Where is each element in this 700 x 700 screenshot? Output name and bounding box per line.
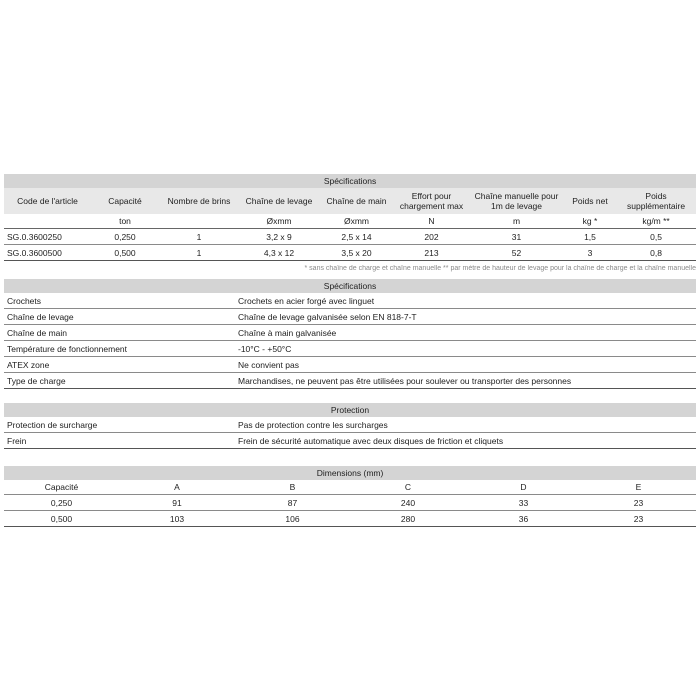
table-cell: 31 xyxy=(469,229,564,245)
col-chaine-levage: Chaîne de levage xyxy=(239,188,319,214)
col-poids-net: Poids net xyxy=(564,188,616,214)
detail-label: Chaîne de levage xyxy=(4,309,235,325)
dim-col-d: D xyxy=(466,480,581,495)
dimensions-table xyxy=(4,466,696,527)
detail-value: -10°C - +50°C xyxy=(235,341,696,357)
specifications-table xyxy=(4,174,696,261)
table-cell: 3 xyxy=(564,245,616,261)
unit-cell: N xyxy=(394,214,469,229)
detail-value: Crochets en acier forgé avec linguet xyxy=(235,293,696,309)
table-row xyxy=(4,341,696,357)
unit-cell xyxy=(4,214,91,229)
unit-cell: m xyxy=(469,214,564,229)
table-cell: 0,8 xyxy=(616,245,696,261)
unit-cell: Øxmm xyxy=(239,214,319,229)
table-cell: 0,250 xyxy=(91,229,159,245)
detail-label: Type de charge xyxy=(4,373,235,389)
col-poids-supplementaire: Poids supplémentaire xyxy=(616,188,696,214)
detail-label: Température de fonctionnement xyxy=(4,341,235,357)
table-cell: 0,5 xyxy=(616,229,696,245)
table-cell: 240 xyxy=(350,495,466,511)
table-cell: 3,5 x 20 xyxy=(319,245,394,261)
table-cell: 23 xyxy=(581,511,696,527)
table-row xyxy=(4,325,696,341)
protection-value: Frein de sécurité automatique avec deux disques de friction et cliquets xyxy=(235,433,696,449)
dim-col-e: E xyxy=(581,480,696,495)
table-cell: 106 xyxy=(235,511,350,527)
table-cell: 1 xyxy=(159,245,239,261)
specification-details-title: Spécifications xyxy=(4,279,696,293)
dim-col-c: C xyxy=(350,480,466,495)
dimensions-header-row xyxy=(4,480,696,495)
detail-value: Marchandises, ne peuvent pas être utilisées pour soulever ou transporter des personnes xyxy=(235,373,696,389)
table-cell: 0,500 xyxy=(4,511,119,527)
detail-label: ATEX zone xyxy=(4,357,235,373)
protection-label: Frein xyxy=(4,433,235,449)
table-cell: 33 xyxy=(466,495,581,511)
protection-table xyxy=(4,403,696,449)
table-cell: 202 xyxy=(394,229,469,245)
table-row xyxy=(4,417,696,433)
unit-cell xyxy=(159,214,239,229)
unit-cell: kg * xyxy=(564,214,616,229)
table-cell: 0,500 xyxy=(91,245,159,261)
protection-title: Protection xyxy=(4,403,696,417)
dim-col-a: A xyxy=(119,480,235,495)
unit-cell: Øxmm xyxy=(319,214,394,229)
detail-value: Ne convient pas xyxy=(235,357,696,373)
table-cell: 3,2 x 9 xyxy=(239,229,319,245)
specifications-title: Spécifications xyxy=(4,174,696,188)
table-cell: 2,5 x 14 xyxy=(319,229,394,245)
table-cell: 36 xyxy=(466,511,581,527)
table-cell: 1 xyxy=(159,229,239,245)
table-row xyxy=(4,357,696,373)
table-cell: 1,5 xyxy=(564,229,616,245)
detail-label: Chaîne de main xyxy=(4,325,235,341)
detail-label: Crochets xyxy=(4,293,235,309)
detail-value: Chaîne à main galvanisée xyxy=(235,325,696,341)
table-cell: 87 xyxy=(235,495,350,511)
col-chaine-main: Chaîne de main xyxy=(319,188,394,214)
table-cell: 0,250 xyxy=(4,495,119,511)
dimensions-title: Dimensions (mm) xyxy=(4,466,696,480)
specification-details-table xyxy=(4,279,696,389)
table-cell: 23 xyxy=(581,495,696,511)
table-row xyxy=(4,309,696,325)
footnote: * sans chaîne de charge et chaîne manuelle ** par mètre de hauteur de levage pour la chaîne de charge et la chaîne manuelle xyxy=(304,265,696,272)
table-cell: 280 xyxy=(350,511,466,527)
table-row xyxy=(4,495,696,511)
col-code-article: Code de l'article xyxy=(4,188,91,214)
detail-value: Chaîne de levage galvanisée selon EN 818-7-T xyxy=(235,309,696,325)
dim-col-capacite: Capacité xyxy=(4,480,119,495)
protection-value: Pas de protection contre les surcharges xyxy=(235,417,696,433)
col-effort: Effort pour chargement max xyxy=(394,188,469,214)
table-cell: 4,3 x 12 xyxy=(239,245,319,261)
table-cell: 91 xyxy=(119,495,235,511)
table-row xyxy=(4,245,696,261)
table-cell: 213 xyxy=(394,245,469,261)
col-capacite: Capacité xyxy=(91,188,159,214)
table-row xyxy=(4,433,696,449)
table-row xyxy=(4,229,696,245)
table-row xyxy=(4,511,696,527)
col-chaine-manuelle: Chaîne manuelle pour 1m de levage xyxy=(469,188,564,214)
protection-label: Protection de surcharge xyxy=(4,417,235,433)
table-cell: SG.0.3600250 xyxy=(4,229,91,245)
table-cell: 103 xyxy=(119,511,235,527)
unit-cell: kg/m ** xyxy=(616,214,696,229)
table-cell: 52 xyxy=(469,245,564,261)
table-cell: SG.0.3600500 xyxy=(4,245,91,261)
dim-col-b: B xyxy=(235,480,350,495)
col-nombre-brins: Nombre de brins xyxy=(159,188,239,214)
unit-cell: ton xyxy=(91,214,159,229)
table-row xyxy=(4,373,696,389)
table-row xyxy=(4,293,696,309)
